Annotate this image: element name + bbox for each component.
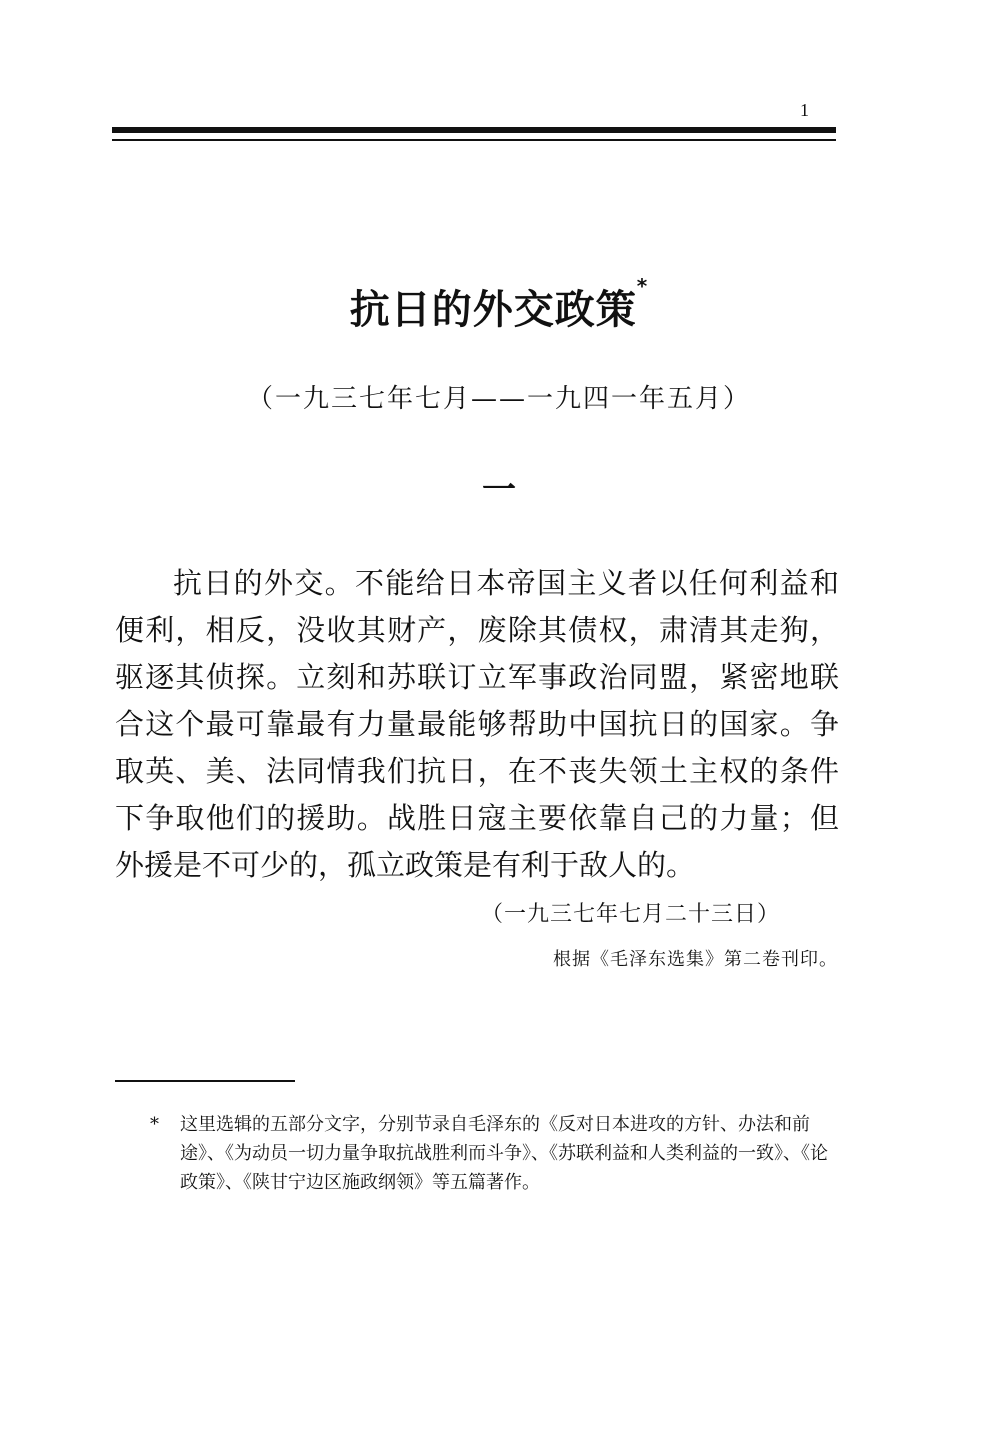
date-signed: （一九三七年七月二十三日） bbox=[480, 902, 780, 927]
footnote-text: 这里选辑的五部分文字，分别节录自毛泽东的《反对日本进攻的方针、办法和前途》、《为动员一切力量争取抗战胜利而斗争》、《苏联利益和人类利益的一致》、《论政策》、《陕甘宁边区施政纲领》等五篇著作。 bbox=[180, 1114, 828, 1193]
article-title bbox=[0, 274, 998, 335]
footnote-separator bbox=[115, 1080, 295, 1082]
footnote-mark: * bbox=[150, 1114, 159, 1135]
page-number: 1 bbox=[800, 100, 809, 120]
section-number: 一 bbox=[482, 470, 516, 510]
body-paragraph: 抗日的外交。不能给日本帝国主义者以任何利益和便利，相反，没收其财产，废除其债权，肃清其走狗，驱逐其侦探。立刻和苏联订立军事政治同盟，紧密地联合这个最可靠最有力量最能够帮助中国抗日的国家。争取英、美、法同情我们抗日，在不丧失领土主权的条件下争取他们的援助。战胜日寇主要依靠自己的力量；但外援是不可少的，孤立政策是有利于敌人的。 bbox=[115, 566, 839, 882]
date-range: （一九三七年七月——一九四一年五月） bbox=[246, 384, 751, 414]
source-note: 根据《毛泽东选集》第二卷刊印。 bbox=[553, 949, 838, 970]
footnote-reference-mark: * bbox=[636, 274, 649, 298]
article-title-text: 抗日的外交政策 bbox=[349, 287, 637, 333]
header-rule-thin bbox=[112, 139, 836, 141]
footnote bbox=[150, 1110, 840, 1197]
header-rule-thick bbox=[112, 127, 836, 133]
